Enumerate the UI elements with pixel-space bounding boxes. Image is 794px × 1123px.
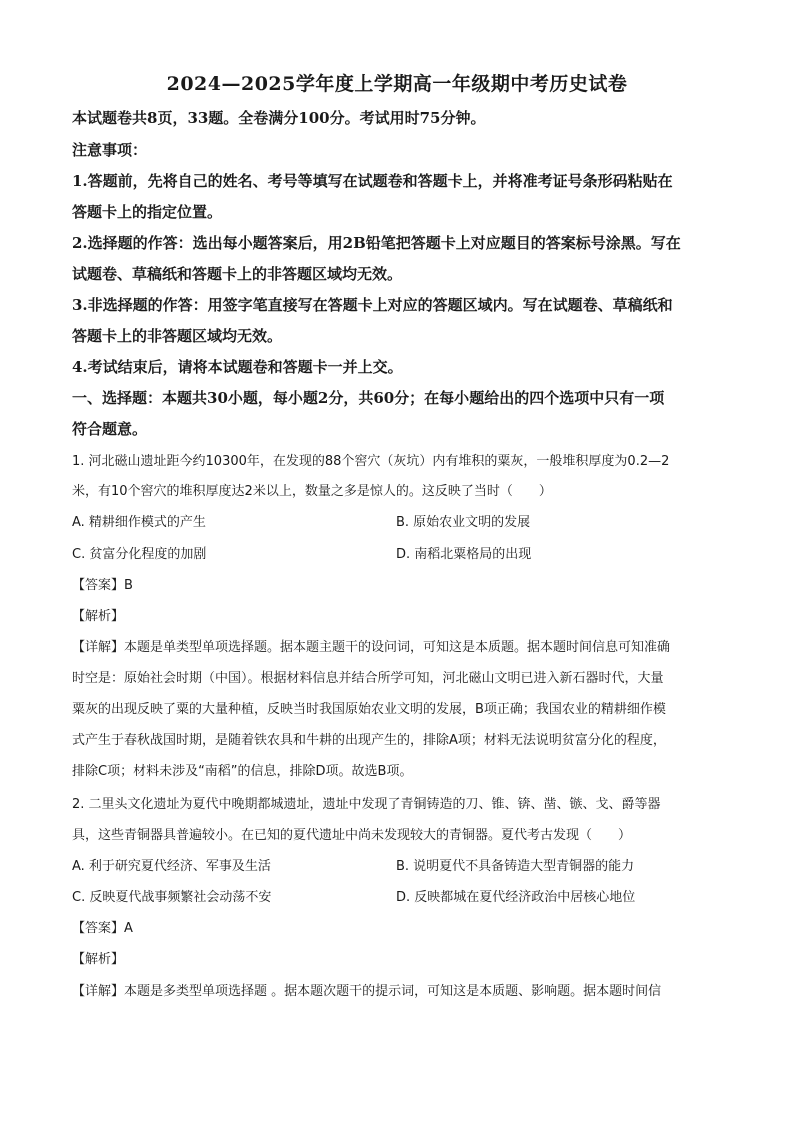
q2-answer: 【答案】A: [72, 921, 133, 936]
q2-stem-line-1: 2. 二里头文化遗址为夏代中晚期都城遗址，遗址中发现了青铜铸造的刀、锥、锛、凿、镞、戈、爵等器: [72, 797, 661, 812]
notice-item-2-line-1: 2.选择题的作答：选出每小题答案后，用2B铅笔把答题卡上对应题目的答案标号涂黑。写在: [72, 234, 681, 252]
exam-intro: 本试题卷共8页，33题。全卷满分100分。考试用时75分钟。: [72, 109, 486, 127]
q1-option-a: A. 精耕细作模式的产生: [72, 515, 206, 530]
exam-title: 2024—2025学年度上学期高一年级期中考历史试卷: [166, 73, 628, 95]
q1-option-d: D. 南稻北粟格局的出现: [396, 547, 532, 562]
q2-stem-line-2: 具，这些青铜器具普遍较小。在已知的夏代遗址中尚未发现较大的青铜器。夏代考古发现（ ）: [72, 828, 632, 843]
q1-detail-line-3: 粟灰的出现反映了粟的大量种植，反映当时我国原始农业文明的发展，B项正确；我国农业的精耕细作模: [72, 702, 666, 717]
q1-option-b: B. 原始农业文明的发展: [396, 515, 531, 530]
q1-detail-line-4: 式产生于春秋战国时期，是随着铁农具和牛耕的出现产生的，排除A项；材料无法说明贫富分化的程度，: [72, 733, 666, 748]
section-1-heading-line-2: 符合题意。: [72, 420, 148, 438]
q2-option-a: A. 利于研究夏代经济、军事及生活: [72, 859, 271, 874]
q1-stem-line-2: 米，有10个窖穴的堆积厚度达2米以上，数量之多是惊人的。这反映了当时（ ）: [72, 484, 552, 499]
notice-item-4: 4.考试结束后，请将本试题卷和答题卡一并上交。: [72, 358, 403, 376]
q1-option-c: C. 贫富分化程度的加剧: [72, 547, 207, 562]
q2-analysis-label: 【解析】: [72, 952, 125, 967]
q1-detail-line-1: 【详解】本题是单类型单项选择题。据本题主题干的设问词，可知这是本质题。据本题时间信息可知准确: [72, 640, 671, 655]
q1-answer: 【答案】B: [72, 578, 133, 593]
q1-stem-line-1: 1. 河北磁山遗址距今约10300年，在发现的88个窖穴（灰坑）内有堆积的粟灰，一般堆积厚度为0.2—2: [72, 454, 670, 469]
section-1-heading-line-1: 一、选择题：本题共30小题，每小题2分，共60分；在每小题给出的四个选项中只有一项: [72, 389, 665, 407]
notice-item-1-line-1: 1.答题前，先将自己的姓名、考号等填写在试题卷和答题卡上，并将准考证号条形码粘贴在: [72, 172, 673, 190]
notice-item-1-line-2: 答题卡上的指定位置。: [72, 203, 223, 221]
q1-detail-line-5: 排除C项；材料未涉及“南稻”的信息，排除D项。故选B项。: [72, 764, 413, 779]
notice-item-3-line-1: 3.非选择题的作答：用签字笔直接写在答题卡上对应的答题区域内。写在试题卷、草稿纸和: [72, 296, 673, 314]
notice-label: 注意事项：: [72, 141, 148, 159]
q2-option-c: C. 反映夏代战事频繁社会动荡不安: [72, 890, 272, 905]
q1-detail-line-2: 时空是：原始社会时期（中国）。根据材料信息并结合所学可知，河北磁山文明已进入新石器时代，大量: [72, 671, 664, 686]
q2-detail-line-1: 【详解】本题是多类型单项选择题 。据本题次题干的提示词，可知这是本质题、影响题。据本题时间信: [72, 984, 662, 999]
q2-option-b: B. 说明夏代不具备铸造大型青铜器的能力: [396, 859, 635, 874]
q1-analysis-label: 【解析】: [72, 609, 125, 624]
q2-option-d: D. 反映都城在夏代经济政治中居核心地位: [396, 890, 636, 905]
notice-item-2-line-2: 试题卷、草稿纸和答题卡上的非答题区域均无效。: [72, 265, 403, 283]
notice-item-3-line-2: 答题卡上的非答题区域均无效。: [72, 327, 283, 345]
